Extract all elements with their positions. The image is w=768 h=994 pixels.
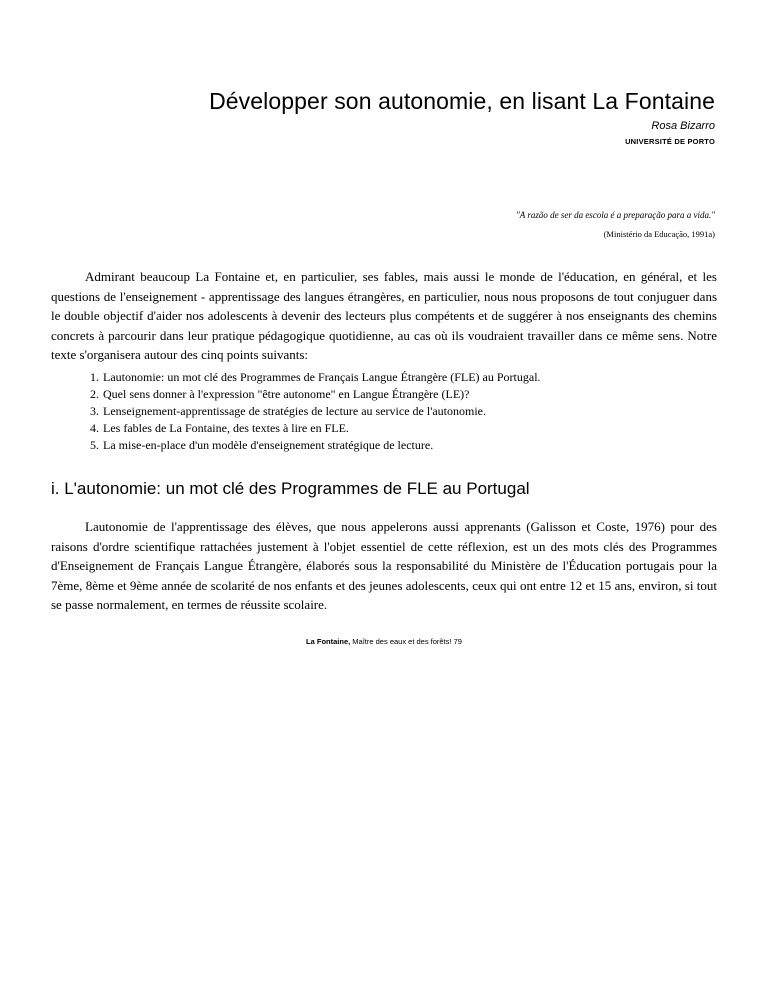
section-paragraph: Lautonomie de l'apprentissage des élèves, que nous appelerons aussi apprenants (Galisson et Coste, 1976) pour des raisons d'ordre scientifique rattachées justement à l'objet essentiel de cette réflexion, est un des mots clés des Programmes d'Enseignement de Français Langue Étrangère, élaborés sous la responsabilité du Ministère de l'Éducation portugais pour la 7ème, 8ème et 9ème année de scolarité de nos enfants et des jeunes adolescents, ceux qui ont entre 12 et 15 ans, environ, si tout se passe normalement, en termes de réussite scolaire. <box>51 519 717 612</box>
list-item <box>90 420 541 437</box>
author-affiliation: UNIVERSITÉ DE PORTO <box>625 137 715 146</box>
intro-paragraph: Admirant beaucoup La Fontaine et, en particulier, ses fables, mais aussi le monde de l'éducation, en général, et les questions de l'enseignement - apprentissage des langues étrangères, en particulier, nous nous proposons de tout conjuguer dans le double objectif d'aider nos adolescents à devenir des lecteurs plus compétents et de suggérer à nos enseignants des chemins concrets à parcourir dans leur pratique pédagogique quotidienne, au cas où ils voudraient travailler dans ce même sens. Notre texte s'organisera autour des cinq points suivants: <box>51 269 717 362</box>
list-item <box>90 369 541 386</box>
epigraph-quote: "A razão de ser da escola é a preparação para a vida." <box>515 210 715 220</box>
list-item-text: Les fables de La Fontaine, des textes à lire en FLE. <box>103 421 349 435</box>
article-title: Développer son autonomie, en lisant La Fontaine <box>209 88 715 114</box>
list-item <box>90 437 541 454</box>
list-item-number: 3. <box>90 404 99 418</box>
list-item-text: La mise-en-place d'un modèle d'enseignement stratégique de lecture. <box>103 438 434 452</box>
list-item-text: Quel sens donner à l'expression "être autonome" en Langue Étrangère (LE)? <box>103 387 470 401</box>
list-item-number: 4. <box>90 421 99 435</box>
list-item <box>90 403 541 420</box>
list-item-number: 5. <box>90 438 99 452</box>
page-footer <box>0 637 768 646</box>
list-item-number: 2. <box>90 387 99 401</box>
list-item-text: Lautonomie: un mot clé des Programmes de Français Langue Étrangère (FLE) au Portugal. <box>103 370 541 384</box>
points-list <box>90 369 541 454</box>
author-name: Rosa Bizarro <box>651 120 715 132</box>
list-item-text: Lenseignement-apprentissage de stratégies de lecture au service de l'autonomie. <box>103 404 487 418</box>
epigraph-source: (Ministério da Educação, 1991a) <box>603 229 715 239</box>
footer-journal-title: La Fontaine, <box>306 637 351 646</box>
section-heading: i. L'autonomie: un mot clé des Programmes de FLE au Portugal <box>51 479 530 498</box>
list-item <box>90 386 541 403</box>
list-item-number: 1. <box>90 370 99 384</box>
footer-journal-subtitle: Maître des eaux et des forêts! 79 <box>350 637 462 646</box>
